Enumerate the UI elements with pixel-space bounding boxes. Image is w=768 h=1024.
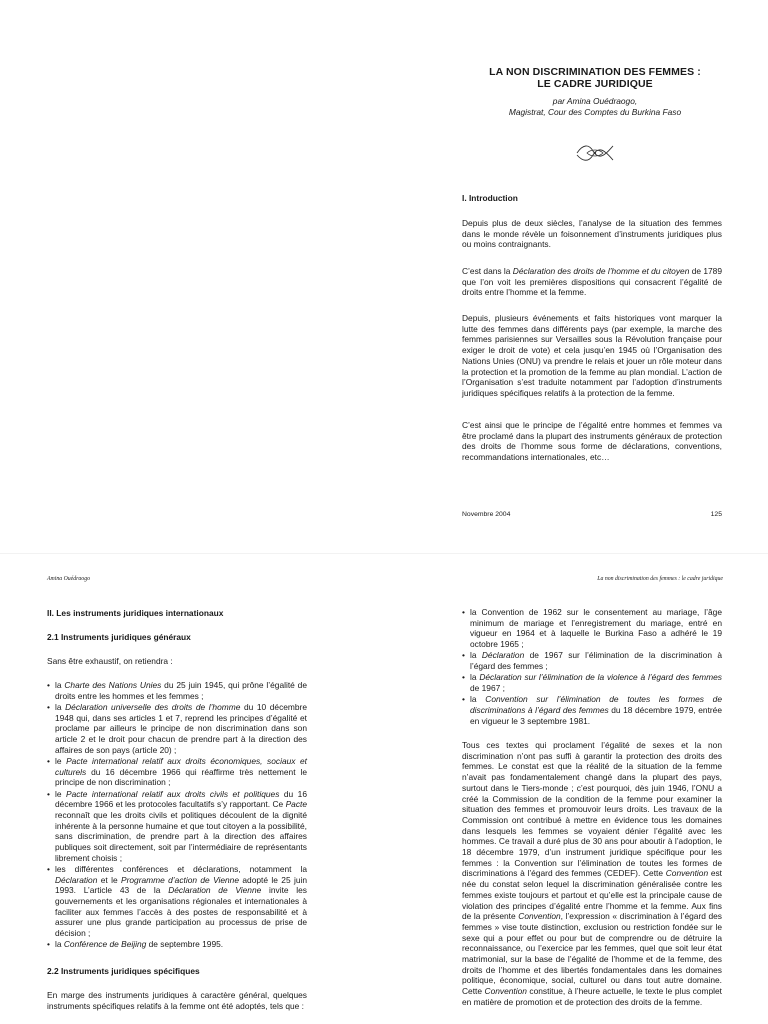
bullet-icon: • [47,939,50,950]
article-title [460,66,730,90]
item-italic: Déclaration de Vienne [168,885,262,896]
intro-paragraph-3: Depuis, plusieurs événements et faits historiques vont marquer la lutte des femmes dans différents pays (par exemple, la marche des femmes parisiennes sur Versailles sous la Révolution française pour exiger le droit de vote) et cela jusqu’en 1945 où l’Organisation des Nations Unies (ONU) va prendre le relais et jouer un rôle moteur dans la protection et la promotion de la femme au plan mondial. L’action de l’Organisation s’est traduite notamment par l’adoption d’instruments juridiques spécifiques relatifs à la protection de la femme. [462,313,722,398]
para-text: constitue, à l’heure actuelle, le texte le plus complet en matière de promotion et de protection des droits de la femme. [462,986,722,1007]
bullet-icon: • [462,694,465,705]
bullet-icon: • [47,680,50,690]
general-instruments-list [47,680,307,951]
list-item [47,864,307,939]
specific-instruments-intro: En marge des instruments juridiques à caractère général, quelques instruments spécifiques relatifs à la femme ont été adoptés, tels que : [47,990,307,1011]
item-text: la [55,680,65,690]
list-item [462,650,722,671]
item-text: de 1967 sur l’élimination de la discrimination à l’égard des femmes ; [470,650,722,672]
running-header-right: La non discrimination des femmes : le cadre juridique [597,576,723,582]
para-text: Tous ces textes qui proclament l’égalité de sexes et la non discrimination n’ont pas suffi à garantir la protection des droits des femmes. Le constat est que la réalité de la situation de la femme n’avait pas fondamentalement changé dans la plupart des pays, surtout dans le Tiers-monde ; c’est pourquoi, dès juin 1946, l’ONU a créé la Commission de la condition de la femme pour examiner la situation des femmes et promouvoir leurs droits. Les travaux de la Commission ont contribué à mettre en évidence tous les domaines dans lesquels les femmes se voyaient dénier l’égalité avec les hommes. Ce travail a duré plus de 30 ans pour aboutir à l’adoption, le 18 décembre 1979, d’un instrument juridique spécifique pour les femmes : la Convention sur l’élimination de toutes les formes de discriminations à l’égard des femmes (CEDEF). Cette [462,740,722,879]
item-text: du 16 décembre 1966 et les protocoles facultatifs s’y rapportant. Ce [55,788,307,810]
item-text: de septembre 1995. [146,939,224,950]
item-text: la Convention de 1962 sur le consentement au mariage, l’âge minimum de mariage et l’enregistrement du mariage, entré en vigueur en 1964 et à laquelle le Burkina Faso a adhéré le 19 octobre 1965 ; [470,607,722,650]
item-text: la [470,650,482,661]
para-text: est née du constat selon lequel la discrimination généralisée contre les femmes existe toujours et partout et qu’elle est la principale cause de violation des principes d’égalité entre l’homme et la femme. Aux fins de la présente [462,868,722,922]
heading-section-II: II. Les instruments juridiques internationaux [47,608,224,618]
item-text: du 25 juin 1945, qui prône l’égalité de droits entre les hommes et les femmes ; [55,680,307,701]
item-text: la [470,672,480,683]
running-header-left: Amina Ouédraogo [47,576,90,582]
footer-date: Novembre 2004 [462,511,511,518]
list-item [47,756,307,788]
p2-italic: Déclaration des droits de l’homme et du citoyen [512,266,690,276]
bullet-icon: • [462,672,465,683]
cedef-paragraph [462,740,722,1008]
item-text: les différentes conférences et déclarations, notamment la [55,863,307,874]
item-italic: Pacte international relatif aux droits civils et politiques [66,788,280,799]
p2-text-a: C’est dans la [462,266,513,276]
title-line-1: LA NON DISCRIMINATION DES FEMMES : [489,66,701,78]
item-text: adopté le 25 juin 1993. L’article 43 de la [55,874,308,896]
item-italic: Pacte international relatif aux droits économiques, sociaux et culturels [55,755,307,777]
intro-paragraph-4: C’est ainsi que le principe de l’égalité entre hommes et femmes va être proclamé dans la plupart des instruments généraux de protection des droits de l’homme sous forme de déclarations, conventions, recommandations internationales, etc… [462,420,722,463]
para-italic: Convention [518,911,561,922]
flourish-ornament-icon [575,142,615,164]
item-italic: Programme d’action de Vienne [121,874,240,885]
bullet-icon: • [47,701,50,712]
byline [460,96,730,117]
item-text: invite les gouvernements et les organisations régionales et internationales à faciliter aux femmes l’accès à des postes de responsabilité et à assurer une plus grande participation au processus de prise de décision ; [55,885,307,939]
para-text: , l’expression « discrimination à l’égard des femmes » vise toute distinction, exclusion ou restriction fondée sur le sexe qui a pour effet ou pour but de comprendre ou de détruire la reconnaissance, ou l’exercice par les femmes, quel que soit leur état matrimonial, sur la base de l’égalité de l’homme et de la femme, des droits de l’homme et des libertés fondamentales dans les domaines politique, économique, social, culturel ou dans tout autre domaine. Cette [462,911,722,997]
item-italic: Charte des Nations Unies [64,680,162,690]
bullet-icon: • [47,755,50,766]
item-text: le [55,755,67,766]
section-heading-introduction: I. Introduction [462,193,518,203]
item-text: la [470,694,486,705]
item-text: du 10 décembre 1948 qui, dans ses articles 1 et 7, reprend les principes d’égalité et proclame par ailleurs le principe de non discrimination dans son article 2 et le droit pour chacun de prendre part à la direction des affaires de son pays (article 20) ; [55,701,307,755]
bullet-icon: • [47,863,50,874]
author: par Amina Ouédraogo, [552,96,638,106]
item-italic: Pacte [285,799,307,810]
item-text: la [55,701,66,712]
item-italic: Conférence de Beijing [63,939,147,950]
title-line-2: LE CADRE JURIDIQUE [537,78,653,90]
list-item [462,607,722,650]
item-italic: Convention sur l’élimination de toutes les formes de discriminations à l’égard des femmes [470,694,722,715]
page-divider [0,553,768,554]
item-text: le [55,788,66,799]
page-number: 125 [710,511,722,518]
item-text: la [55,939,64,950]
bullet-icon: • [47,788,50,799]
item-italic: Déclaration [481,650,525,661]
item-text: de 1967 ; [470,682,505,693]
list-item [47,939,307,950]
list-item [462,694,722,726]
item-italic: Déclaration [55,874,98,885]
item-text: et le [97,874,122,885]
specific-instruments-list [462,607,722,727]
p2-text-b: de 1789 que l’on voit les premières dispositions qui consacrent l’égalité de droits entre l’homme et la femme. [462,266,722,298]
intro-paragraph-2 [462,266,722,298]
item-text: du 16 décembre 1966 qui réaffirme très nettement le principe de non discrimination ; [55,766,307,788]
item-italic: Déclaration universelle des droits de l’homme [65,701,241,712]
list-item [47,702,307,756]
intro-paragraph-1: Depuis plus de deux siècles, l’analyse de la situation des femmes dans le monde révèle un foisonnement d’instruments juridiques plus ou moins contraignants. [462,218,722,250]
bullet-icon: • [462,607,465,617]
list-item [462,672,722,693]
list-intro: Sans être exhaustif, on retiendra : [47,656,173,666]
list-item [47,680,307,701]
item-text: du 18 décembre 1979, entrée en vigueur le 3 septembre 1981. [470,704,722,726]
heading-2-1: 2.1 Instruments juridiques généraux [47,632,191,642]
bullet-icon: • [462,650,465,661]
item-text: reconnaît que les droits civils et politiques découlent de la dignité inhérente à la personne humaine et que tout citoyen a la possibilité, sans discrimination, de prendre part à la direction des affaires publiques soit directement, soit par l’intermédiaire de représentants librement choisis ; [55,809,307,863]
para-italic: Convention [665,868,709,879]
para-italic: Convention [484,986,527,997]
item-italic: Déclaration sur l’élimination de la violence à l’égard des femmes [479,672,722,683]
heading-2-2: 2.2 Instruments juridiques spécifiques [47,966,200,976]
affiliation: Magistrat, Cour des Comptes du Burkina Faso [508,106,682,117]
list-item [47,789,307,864]
